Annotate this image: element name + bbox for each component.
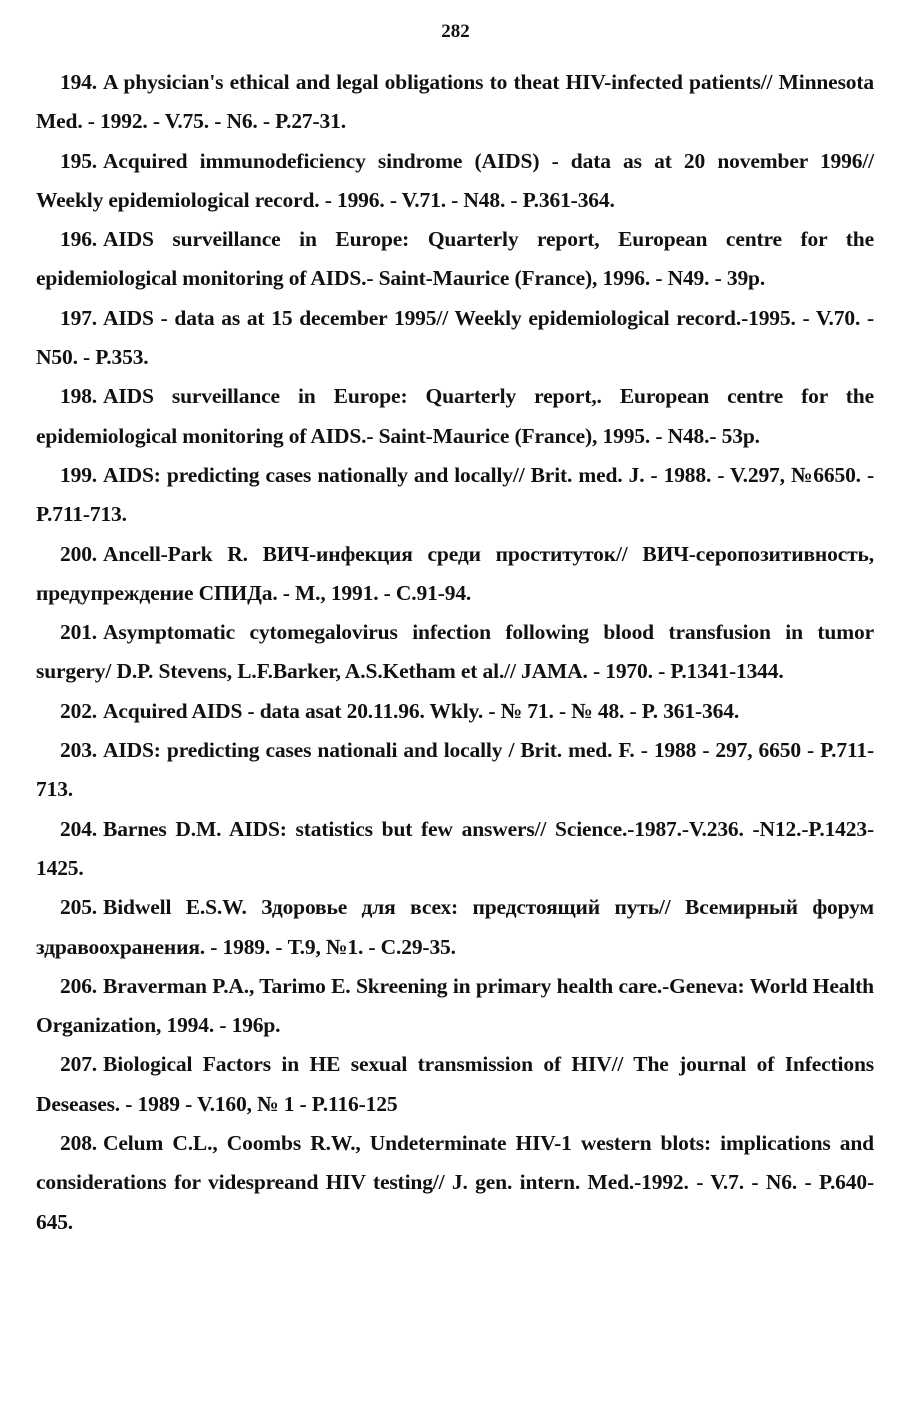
reference-number: 200. [60, 541, 98, 566]
reference-number: 208. [60, 1131, 98, 1156]
reference-number: 194. [60, 70, 98, 94]
reference-item [36, 1124, 874, 1242]
reference-text: Ancell-Park R. ВИЧ-инфекция среди проституток// ВИЧ-серопозитивность, предупреждение СПИДа. - М., 1991. - С.91-94. [36, 541, 874, 605]
page-number: 282 [441, 21, 470, 42]
reference-number: 195. [60, 148, 98, 173]
reference-text: Celum C.L., Coombs R.W., Undeterminate HIV-1 western blots: implications and considerations for videspreand HIV testing// J. gen. intern. Med.-1992. - V.7. - N6. - P.640-645. [36, 1131, 874, 1234]
reference-text: Bidwell E.S.W. Здоровье для всех: предстоящий путь// Всемирный форум здравоохранения. - 1989. - Т.9, №1. - С.29-35. [36, 895, 874, 959]
reference-text: Braverman P.A., Tarimo E. Skreening in primary health care.-Geneva: World Health Organization, 1994. - 196p. [36, 973, 874, 1038]
reference-item [36, 692, 874, 731]
reference-number: 207. [60, 1052, 98, 1077]
reference-item [36, 377, 874, 456]
reference-text: Acquired AIDS - data asat 20.11.96. Wkly. - № 71. - № 48. - P. 361-364. [103, 698, 740, 723]
reference-item [36, 299, 874, 378]
reference-item [36, 63, 874, 142]
reference-number: 198. [60, 384, 98, 409]
reference-list [36, 63, 874, 1242]
reference-item [36, 535, 874, 614]
reference-number: 206. [60, 973, 98, 998]
reference-number: 199. [60, 462, 98, 487]
reference-number: 205. [60, 895, 98, 920]
reference-number: 204. [60, 816, 98, 841]
reference-item [36, 142, 874, 221]
reference-text: AIDS - data as at 15 december 1995// Weekly epidemiological record.-1995. - V.70. - N50. - P.353. [36, 305, 874, 370]
reference-number: 196. [60, 227, 98, 252]
reference-text: AIDS: predicting cases nationally and locally// Brit. med. J. - 1988. - V.297, №6650. - P.711-713. [36, 462, 874, 527]
reference-item [36, 456, 874, 535]
reference-item [36, 888, 874, 967]
reference-item [36, 967, 874, 1046]
reference-item [36, 613, 874, 692]
reference-text: Barnes D.M. AIDS: statistics but few answers// Science.-1987.-V.236. -N12.-P.1423-1425. [36, 816, 874, 880]
reference-text: A physician's ethical and legal obligations to theat HIV-infected patients// Minnesota Med. - 1992. - V.75. - N6. - P.27-31. [36, 70, 874, 134]
reference-text: Asymptomatic cytomegalovirus infection following blood transfusion in tumor surgery/ D.P. Stevens, L.F.Barker, A.S.Ketham et al.// JAMA. - 1970. - P.1341-1344. [36, 620, 874, 684]
reference-item [36, 731, 874, 810]
reference-number: 203. [60, 738, 98, 763]
reference-text: AIDS: predicting cases nationali and locally / Brit. med. F. - 1988 - 297, 6650 - P.711-713. [36, 738, 874, 802]
reference-item [36, 1045, 874, 1124]
reference-text: Acquired immunodeficiency sindrome (AIDS) - data as at 20 november 1996// Weekly epidemiological record. - 1996. - V.71. - N48. - P.361-364. [36, 148, 874, 212]
reference-text: AIDS surveillance in Europe: Quarterly report, European centre for the epidemiological monitoring of AIDS.- Saint-Maurice (France), 1996. - N49. - 39p. [36, 227, 874, 291]
reference-item [36, 810, 874, 889]
reference-text: Biological Factors in HE sexual transmission of HIV// The journal of Infections Deseases. - 1989 - V.160, № 1 - P.116-125 [36, 1052, 874, 1116]
reference-number: 197. [60, 305, 98, 330]
reference-number: 202. [60, 698, 98, 723]
reference-text: AIDS surveillance in Europe: Quarterly report,. European centre for the epidemiological monitoring of AIDS.- Saint-Maurice (France), 1995. - N48.- 53p. [36, 384, 874, 448]
reference-number: 201. [60, 620, 98, 645]
reference-item [36, 220, 874, 299]
